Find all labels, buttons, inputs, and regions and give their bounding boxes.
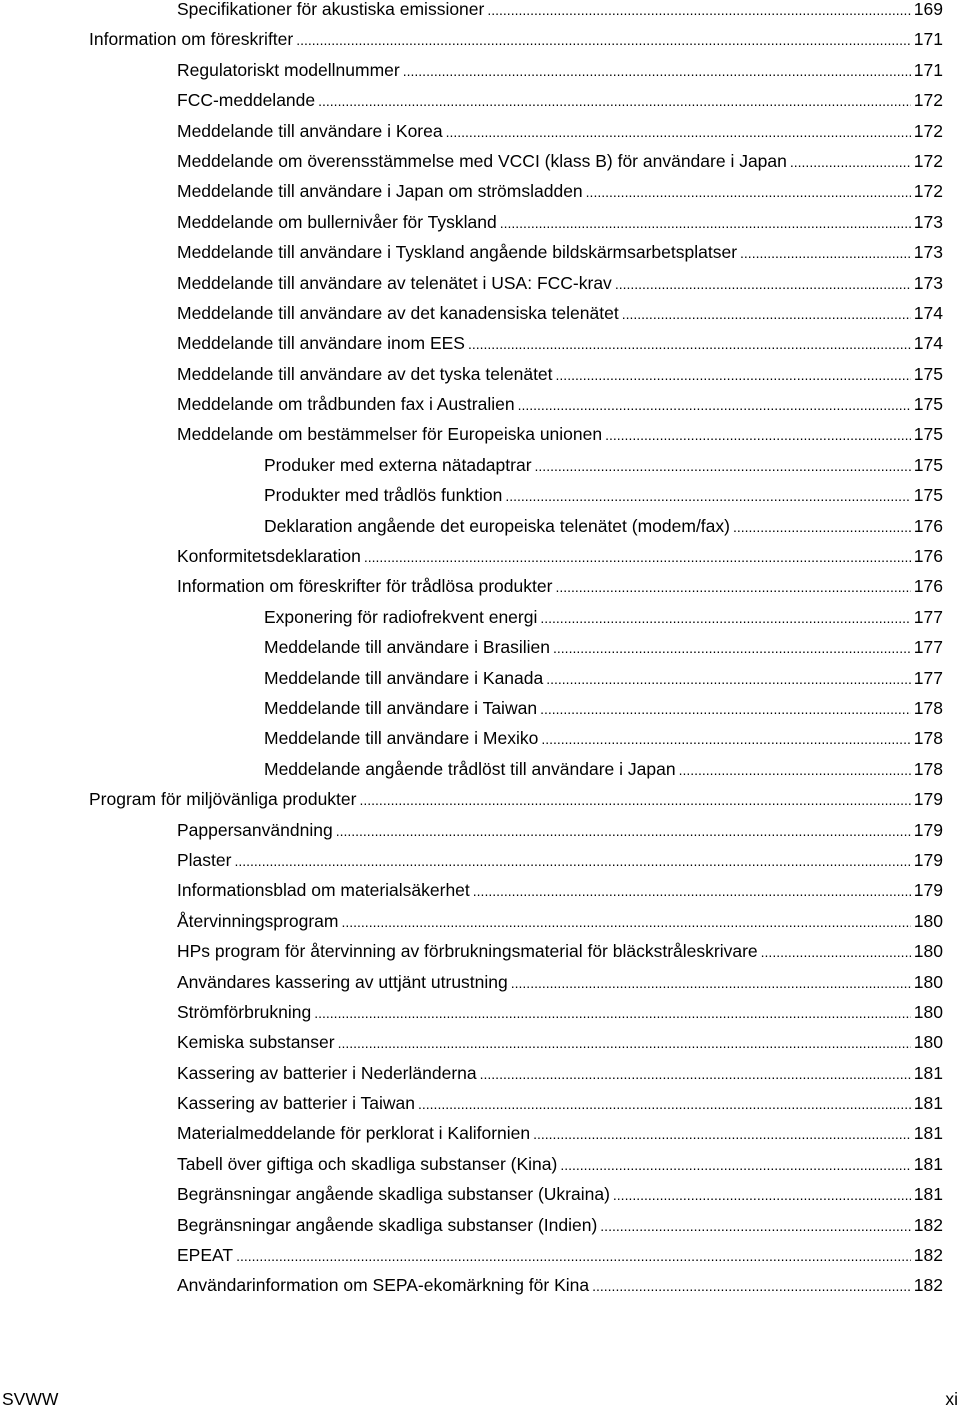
toc-entry[interactable] bbox=[0, 116, 960, 146]
toc-entry-page-number: 179 bbox=[913, 880, 943, 901]
toc-entry-line bbox=[264, 723, 943, 754]
toc-dot-leader bbox=[234, 846, 910, 876]
toc-entry-page-number: 180 bbox=[913, 910, 943, 931]
toc-entry-page-number: 178 bbox=[913, 728, 943, 749]
toc-dot-leader bbox=[733, 512, 911, 542]
toc-dot-leader bbox=[556, 360, 911, 390]
toc-entry-page-number: 182 bbox=[913, 1275, 943, 1296]
toc-entry[interactable] bbox=[0, 997, 960, 1027]
toc-entry-page-number: 180 bbox=[913, 1001, 943, 1022]
toc-dot-leader bbox=[487, 0, 910, 25]
toc-entry-title: Information om föreskrifter för trådlösa produkter bbox=[177, 576, 553, 597]
toc-entry-line bbox=[177, 116, 943, 147]
toc-entry-page-number: 172 bbox=[913, 181, 943, 202]
toc-entry[interactable] bbox=[0, 967, 960, 997]
toc-entry-line bbox=[264, 632, 943, 663]
toc-entry-line bbox=[177, 1088, 943, 1119]
toc-entry[interactable] bbox=[0, 0, 960, 24]
toc-entry-title: Produker med externa nätadaptrar bbox=[264, 454, 532, 475]
toc-entry-page-number: 171 bbox=[913, 29, 943, 50]
toc-entry-page-number: 179 bbox=[913, 849, 943, 870]
toc-entry[interactable] bbox=[0, 85, 960, 115]
toc-entry-page-number: 180 bbox=[913, 1032, 943, 1053]
toc-dot-leader bbox=[473, 876, 911, 906]
toc-entry-page-number: 172 bbox=[913, 150, 943, 171]
toc-entry-title: Meddelande angående trådlöst till användare i Japan bbox=[264, 758, 676, 779]
toc-entry-page-number: 177 bbox=[913, 606, 943, 627]
toc-entry-title: Deklaration angående det europeiska telenätet (modem/fax) bbox=[264, 515, 730, 536]
toc-entry-line bbox=[177, 85, 943, 116]
toc-entry[interactable] bbox=[0, 1058, 960, 1088]
toc-entry-line bbox=[177, 1027, 943, 1058]
toc-entry[interactable] bbox=[0, 328, 960, 358]
toc-entry[interactable] bbox=[0, 1210, 960, 1240]
toc-entry-title: Meddelande till användare i Japan om strömsladden bbox=[177, 181, 583, 202]
toc-entry-line bbox=[264, 693, 943, 724]
toc-entry-line bbox=[177, 176, 943, 207]
toc-entry[interactable] bbox=[0, 55, 960, 85]
toc-entry-title: Meddelande till användare av det kanadensiska telenätet bbox=[177, 302, 619, 323]
toc-entry-page-number: 175 bbox=[913, 394, 943, 415]
toc-dot-leader bbox=[403, 56, 911, 86]
toc-dot-leader bbox=[540, 603, 910, 633]
toc-dot-leader bbox=[535, 451, 911, 481]
toc-entry-title: Meddelande om bullernivåer för Tyskland bbox=[177, 211, 497, 232]
toc-entry[interactable] bbox=[0, 1270, 960, 1300]
toc-dot-leader bbox=[446, 117, 911, 147]
toc-entry-title: Begränsningar angående skadliga substanser (Ukraina) bbox=[177, 1184, 610, 1205]
toc-entry[interactable] bbox=[0, 541, 960, 571]
toc-entry-line bbox=[177, 389, 943, 420]
toc-entry-title: Strömförbrukning bbox=[177, 1001, 312, 1022]
toc-entry[interactable] bbox=[0, 693, 960, 723]
toc-entry-line bbox=[264, 480, 943, 511]
toc-entry-line bbox=[177, 0, 943, 25]
toc-entry-line bbox=[264, 602, 943, 633]
toc-entry[interactable] bbox=[0, 24, 960, 54]
toc-entry-page-number: 175 bbox=[913, 363, 943, 384]
toc-entry[interactable] bbox=[0, 419, 960, 449]
toc-entry[interactable] bbox=[0, 237, 960, 267]
toc-entry-page-number: 175 bbox=[913, 485, 943, 506]
toc-entry-title: Meddelande till användare i Kanada bbox=[264, 667, 544, 688]
toc-entry-page-number: 179 bbox=[913, 819, 943, 840]
toc-entry-line bbox=[264, 450, 943, 481]
toc-entry-title: Meddelande till användare i Mexiko bbox=[264, 728, 539, 749]
toc-dot-leader bbox=[338, 1028, 911, 1058]
toc-entry-title: Återvinningsprogram bbox=[177, 910, 339, 931]
toc-dot-leader bbox=[555, 572, 910, 602]
toc-dot-leader bbox=[740, 238, 911, 268]
toc-dot-leader bbox=[511, 968, 911, 998]
toc-entry-page-number: 178 bbox=[913, 697, 943, 718]
footer-doc-code: SVWW bbox=[2, 1389, 59, 1409]
toc-entry-title: Specifikationer för akustiska emissioner bbox=[177, 0, 485, 19]
toc-entry-title: Meddelande till användare i Taiwan bbox=[264, 697, 538, 718]
toc-entry-title: Konformitetsdeklaration bbox=[177, 546, 361, 567]
toc-entry-line bbox=[177, 419, 943, 450]
toc-dot-leader bbox=[533, 1119, 911, 1149]
toc-entry-line bbox=[177, 1179, 943, 1210]
toc-entry-page-number: 174 bbox=[913, 333, 943, 354]
toc-entry[interactable] bbox=[0, 906, 960, 936]
toc-entry-page-number: 177 bbox=[913, 667, 943, 688]
toc-dot-leader bbox=[364, 542, 911, 572]
toc-dot-leader bbox=[546, 664, 911, 694]
toc-entry-line bbox=[89, 784, 943, 815]
toc-entry-line bbox=[177, 815, 943, 846]
toc-entry-title: Meddelande till användare i Korea bbox=[177, 120, 443, 141]
toc-entry-page-number: 176 bbox=[913, 576, 943, 597]
toc-entry-page-number: 180 bbox=[913, 971, 943, 992]
toc-entry[interactable] bbox=[0, 298, 960, 328]
toc-entry-title: Meddelande om bestämmelser för Europeiska unionen bbox=[177, 424, 603, 445]
toc-entry-page-number: 177 bbox=[913, 637, 943, 658]
toc-dot-leader bbox=[615, 269, 911, 299]
toc-entry-title: Information om föreskrifter bbox=[89, 29, 294, 50]
toc-entry-title: Begränsningar angående skadliga substanser (Indien) bbox=[177, 1214, 598, 1235]
toc-entry-line bbox=[177, 1270, 943, 1301]
toc-dot-leader bbox=[359, 785, 910, 815]
toc-entry-line bbox=[177, 845, 943, 876]
toc-entry-line bbox=[177, 207, 943, 238]
toc-entry[interactable] bbox=[0, 571, 960, 601]
toc-dot-leader bbox=[341, 907, 910, 937]
toc-dot-leader bbox=[761, 937, 911, 967]
toc-dot-leader bbox=[236, 1241, 911, 1271]
toc-entry-title: Meddelande om överensstämmelse med VCCI (klass B) för användare i Japan bbox=[177, 150, 787, 171]
toc-entry-title: HPs program för återvinning av förbrukningsmaterial för bläckstråleskrivare bbox=[177, 941, 758, 962]
toc-entry-page-number: 174 bbox=[913, 302, 943, 323]
toc-dot-leader bbox=[468, 329, 911, 359]
toc-entry[interactable] bbox=[0, 511, 960, 541]
toc-entry-page-number: 176 bbox=[913, 546, 943, 567]
toc-entry-line bbox=[177, 55, 943, 86]
toc-entry[interactable] bbox=[0, 663, 960, 693]
toc-dot-leader bbox=[418, 1089, 911, 1119]
toc-entry-page-number: 181 bbox=[913, 1153, 943, 1174]
toc-entry-title: Kemiska substanser bbox=[177, 1032, 335, 1053]
toc-entry-line bbox=[177, 1149, 943, 1180]
toc-dot-leader bbox=[560, 1150, 910, 1180]
toc-entry[interactable] bbox=[0, 723, 960, 753]
toc-entry[interactable] bbox=[0, 268, 960, 298]
toc-dot-leader bbox=[540, 694, 911, 724]
toc-dot-leader bbox=[518, 390, 911, 420]
toc-entry-line bbox=[89, 24, 943, 55]
toc-entry-title: FCC-meddelande bbox=[177, 90, 316, 111]
toc-entry-title: Meddelande till användare av det tyska telenätet bbox=[177, 363, 553, 384]
toc-entry-title: Kassering av batterier i Nederländerna bbox=[177, 1062, 477, 1083]
toc-entry[interactable] bbox=[0, 845, 960, 875]
toc-entry-title: Användarinformation om SEPA-ekomärkning för Kina bbox=[177, 1275, 590, 1296]
toc-entry-line bbox=[177, 967, 943, 998]
toc-entry-line bbox=[177, 936, 943, 967]
toc-entry-page-number: 176 bbox=[913, 515, 943, 536]
toc-entry-title: Informationsblad om materialsäkerhet bbox=[177, 880, 470, 901]
toc-entry-title: Användares kassering av uttjänt utrustning bbox=[177, 971, 508, 992]
toc-entry[interactable] bbox=[0, 1179, 960, 1209]
toc-entry[interactable] bbox=[0, 875, 960, 905]
toc-entry-title: EPEAT bbox=[177, 1245, 234, 1266]
toc-entry-title: Plaster bbox=[177, 849, 232, 870]
toc-entry[interactable] bbox=[0, 480, 960, 510]
toc-dot-leader bbox=[622, 299, 911, 329]
toc-dot-leader bbox=[314, 998, 911, 1028]
toc-entry-line bbox=[177, 1118, 943, 1149]
toc-entry-line bbox=[264, 663, 943, 694]
toc-entry[interactable] bbox=[0, 450, 960, 480]
toc-entry[interactable] bbox=[0, 815, 960, 845]
toc-entry-line bbox=[264, 754, 943, 785]
toc-dot-leader bbox=[679, 755, 911, 785]
toc-entry-title: Regulatoriskt modellnummer bbox=[177, 59, 400, 80]
toc-entry-line bbox=[177, 1210, 943, 1241]
toc-dot-leader bbox=[790, 147, 911, 177]
toc-entry-page-number: 172 bbox=[913, 120, 943, 141]
toc-entry-line bbox=[177, 1240, 943, 1271]
toc-entry-page-number: 181 bbox=[913, 1093, 943, 1114]
toc-entry-title: Meddelande om trådbunden fax i Australien bbox=[177, 394, 515, 415]
footer-page-number: xi bbox=[945, 1389, 958, 1409]
toc-entry-page-number: 175 bbox=[913, 424, 943, 445]
toc-dot-leader bbox=[613, 1180, 911, 1210]
toc-dot-leader bbox=[480, 1059, 911, 1089]
toc-dot-leader bbox=[318, 86, 911, 116]
toc-entry-title: Tabell över giftiga och skadliga substanser (Kina) bbox=[177, 1153, 558, 1174]
toc-dot-leader bbox=[336, 816, 911, 846]
toc-entry[interactable] bbox=[0, 754, 960, 784]
toc-dot-leader bbox=[600, 1211, 911, 1241]
toc-entry-title: Program för miljövänliga produkter bbox=[89, 789, 357, 810]
toc-entry-line bbox=[177, 875, 943, 906]
toc-entry-page-number: 175 bbox=[913, 454, 943, 475]
toc-entry-line bbox=[177, 298, 943, 329]
toc-entry-page-number: 172 bbox=[913, 90, 943, 111]
toc-entry-page-number: 173 bbox=[913, 242, 943, 263]
toc-entry-title: Meddelande till användare i Tyskland angående bildskärmsarbetsplatser bbox=[177, 242, 738, 263]
toc-entry-line bbox=[177, 541, 943, 572]
toc-entry-title: Materialmeddelande för perklorat i Kalifornien bbox=[177, 1123, 531, 1144]
toc-entry-line bbox=[177, 359, 943, 390]
toc-entry-page-number: 181 bbox=[913, 1184, 943, 1205]
toc-entry-line bbox=[177, 1058, 943, 1089]
toc-entry[interactable] bbox=[0, 1149, 960, 1179]
toc-entry[interactable] bbox=[0, 784, 960, 814]
toc-entry-title: Meddelande till användare inom EES bbox=[177, 333, 465, 354]
toc-entry[interactable] bbox=[0, 1118, 960, 1148]
toc-entry[interactable] bbox=[0, 632, 960, 662]
toc-entry-title: Exponering för radiofrekvent energi bbox=[264, 606, 538, 627]
toc-entry-title: Kassering av batterier i Taiwan bbox=[177, 1093, 415, 1114]
toc-entry[interactable] bbox=[0, 146, 960, 176]
toc-entry-line bbox=[177, 571, 943, 602]
toc-dot-leader bbox=[553, 633, 911, 663]
toc-entry-title: Meddelande till användare av telenätet i USA: FCC-krav bbox=[177, 272, 612, 293]
toc-entry-page-number: 182 bbox=[913, 1214, 943, 1235]
toc-entry-line bbox=[177, 997, 943, 1028]
toc-entry-title: Pappersanvändning bbox=[177, 819, 333, 840]
toc-dot-leader bbox=[605, 420, 911, 450]
toc-entry-title: Produkter med trådlös funktion bbox=[264, 485, 503, 506]
toc-entry-title: Meddelande till användare i Brasilien bbox=[264, 637, 551, 658]
toc-entry-page-number: 173 bbox=[913, 272, 943, 293]
toc-entry-page-number: 179 bbox=[913, 789, 943, 810]
toc-entry[interactable] bbox=[0, 207, 960, 237]
toc-entry[interactable] bbox=[0, 602, 960, 632]
toc-entry-line bbox=[177, 328, 943, 359]
toc-dot-leader bbox=[586, 177, 911, 207]
toc-entry-page-number: 173 bbox=[913, 211, 943, 232]
toc-entry-line bbox=[177, 268, 943, 299]
toc-entry-line bbox=[177, 237, 943, 268]
toc-entry-page-number: 180 bbox=[913, 941, 943, 962]
toc-entry-line bbox=[177, 906, 943, 937]
toc-entry-page-number: 181 bbox=[913, 1123, 943, 1144]
toc-dot-leader bbox=[505, 481, 910, 511]
toc-entry-page-number: 178 bbox=[913, 758, 943, 779]
toc-entry-page-number: 171 bbox=[913, 59, 943, 80]
toc-entry-line bbox=[264, 511, 943, 542]
toc-entry[interactable] bbox=[0, 936, 960, 966]
toc-entry[interactable] bbox=[0, 359, 960, 389]
toc-dot-leader bbox=[541, 724, 910, 754]
toc-dot-leader bbox=[592, 1271, 911, 1301]
toc-dot-leader bbox=[296, 25, 911, 55]
toc-entry[interactable] bbox=[0, 176, 960, 206]
toc-entry[interactable] bbox=[0, 1088, 960, 1118]
toc-entry[interactable] bbox=[0, 1027, 960, 1057]
toc-entry[interactable] bbox=[0, 1240, 960, 1270]
toc-dot-leader bbox=[500, 208, 911, 238]
toc-entry-page-number: 182 bbox=[913, 1245, 943, 1266]
toc-entry-page-number: 181 bbox=[913, 1062, 943, 1083]
toc-entry-page-number: 169 bbox=[913, 0, 943, 19]
toc-entry[interactable] bbox=[0, 389, 960, 419]
toc-entry-line bbox=[177, 146, 943, 177]
